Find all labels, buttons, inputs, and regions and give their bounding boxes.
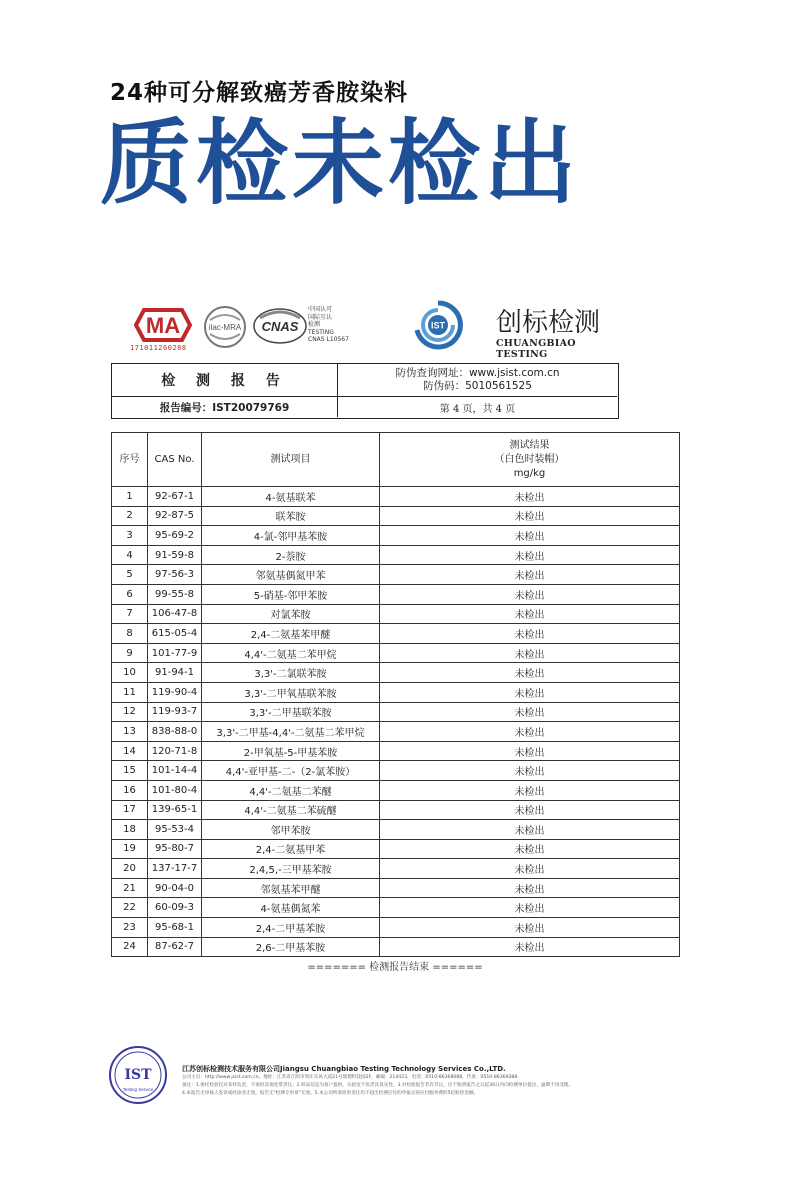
cell-cas: 92-87-5	[148, 506, 202, 526]
table-row	[112, 643, 680, 663]
cell-result: 未检出	[380, 937, 680, 957]
cell-cas: 615-05-4	[148, 624, 202, 644]
table-row	[112, 878, 680, 898]
cell-item: 2,4-二氨基苯甲醚	[202, 624, 380, 644]
footer-contact: 公司主页：http://www.jsist.com.cn。地址：江苏省江阴市周庄东风大道21号瑞德科技园2F，邮编：214423，电话：0510-86368088，传真：0510-86369388	[182, 1075, 518, 1080]
cell-cas: 60-09-3	[148, 898, 202, 918]
svg-text:Testing Service: Testing Service	[122, 1087, 154, 1092]
header-seq: 序号	[112, 433, 148, 487]
cell-item: 4-氨基联苯	[202, 487, 380, 507]
cell-item: 4,4'-二氨基二苯醚	[202, 780, 380, 800]
cell-result: 未检出	[380, 663, 680, 683]
cell-item: 4-氨基偶氮苯	[202, 898, 380, 918]
cell-result: 未检出	[380, 918, 680, 938]
cell-result: 未检出	[380, 820, 680, 840]
cell-item: 4-氯-邻甲基苯胺	[202, 526, 380, 546]
company-name-cn: 创标检测	[496, 308, 601, 338]
cell-item: 邻氨基偶氮甲苯	[202, 565, 380, 585]
cell-cas: 119-93-7	[148, 702, 202, 722]
cell-result: 未检出	[380, 859, 680, 879]
cell-cas: 101-80-4	[148, 780, 202, 800]
cell-item: 对氯苯胺	[202, 604, 380, 624]
footer-note-2: 4.本报告无审核人签章或经涂改无效，报告无"检测专用章"无效。5.本公司所承担的责任均不超出检测应付的申报定的应付服务费的5倍赔偿金额。	[182, 1091, 479, 1096]
cell-result: 未检出	[380, 761, 680, 781]
table-row	[112, 820, 680, 840]
cell-seq: 5	[112, 565, 148, 585]
certification-logos	[130, 300, 630, 360]
svg-text:MA: MA	[145, 313, 181, 338]
table-row	[112, 506, 680, 526]
cell-item: 邻甲苯胺	[202, 820, 380, 840]
table-row	[112, 839, 680, 859]
cell-item: 2,4,5,-三甲基苯胺	[202, 859, 380, 879]
cell-seq: 15	[112, 761, 148, 781]
table-row	[112, 526, 680, 546]
promo-headline: 质检未检出	[100, 110, 581, 217]
cell-item: 2-甲氧基-5-甲基苯胺	[202, 741, 380, 761]
query-site: 防伪查询网址：www.jsist.com.cn	[395, 367, 560, 379]
cell-cas: 95-69-2	[148, 526, 202, 546]
cell-result: 未检出	[380, 604, 680, 624]
cell-seq: 11	[112, 682, 148, 702]
svg-text:CNAS: CNAS	[261, 319, 299, 334]
svg-text:IST: IST	[430, 320, 446, 331]
report-end-marker: ======= 检测报告结束 ======	[307, 962, 483, 973]
cell-seq: 8	[112, 624, 148, 644]
table-header-row	[112, 433, 680, 487]
cell-cas: 91-59-8	[148, 545, 202, 565]
cnas-caption: 中国认可 国际互认 检测 TESTING CNAS L10567	[308, 306, 349, 343]
cell-cas: 838-88-0	[148, 722, 202, 742]
cell-item: 4,4'-二氨基二苯甲烷	[202, 643, 380, 663]
cell-seq: 1	[112, 487, 148, 507]
cell-result: 未检出	[380, 741, 680, 761]
table-row	[112, 604, 680, 624]
cell-cas: 101-77-9	[148, 643, 202, 663]
cell-item: 4,4'-亚甲基-二-（2-氯苯胺）	[202, 761, 380, 781]
table-row	[112, 937, 680, 957]
cell-cas: 99-55-8	[148, 584, 202, 604]
cell-cas: 95-53-4	[148, 820, 202, 840]
cell-cas: 101-14-4	[148, 761, 202, 781]
promo-subtitle: 24种可分解致癌芳香胺染料	[110, 80, 409, 106]
cell-item: 3,3'-二氯联苯胺	[202, 663, 380, 683]
report-header	[111, 363, 619, 419]
cell-cas: 87-62-7	[148, 937, 202, 957]
cell-cas: 95-80-7	[148, 839, 202, 859]
cell-seq: 24	[112, 937, 148, 957]
ist-logo-icon	[412, 300, 464, 350]
cell-result: 未检出	[380, 878, 680, 898]
cell-seq: 22	[112, 898, 148, 918]
table-row	[112, 663, 680, 683]
ilac-mra-logo-icon	[202, 304, 248, 350]
cell-item: 5-硝基-邻甲苯胺	[202, 584, 380, 604]
cell-seq: 23	[112, 918, 148, 938]
cell-result: 未检出	[380, 702, 680, 722]
header-result: 测试结果 （白色时装帽） mg/kg	[380, 433, 680, 487]
cell-result: 未检出	[380, 682, 680, 702]
cell-item: 3,3'-二甲基联苯胺	[202, 702, 380, 722]
table-row	[112, 741, 680, 761]
cell-seq: 21	[112, 878, 148, 898]
table-row	[112, 800, 680, 820]
cell-cas: 92-67-1	[148, 487, 202, 507]
cell-result: 未检出	[380, 526, 680, 546]
cell-result: 未检出	[380, 839, 680, 859]
cell-cas: 95-68-1	[148, 918, 202, 938]
cell-item: 2,4-二氨基甲苯	[202, 839, 380, 859]
cell-seq: 7	[112, 604, 148, 624]
cell-seq: 18	[112, 820, 148, 840]
cell-result: 未检出	[380, 643, 680, 663]
cell-seq: 16	[112, 780, 148, 800]
cell-item: 邻氨基苯甲醚	[202, 878, 380, 898]
cell-item: 3,3'-二甲基-4,4'-二氨基二苯甲烷	[202, 722, 380, 742]
page-info: 第 4 页，共 4 页	[439, 403, 516, 415]
table-row	[112, 565, 680, 585]
cell-result: 未检出	[380, 487, 680, 507]
table-row	[112, 918, 680, 938]
table-row	[112, 761, 680, 781]
cell-cas: 139-65-1	[148, 800, 202, 820]
cell-item: 2,4-二甲基苯胺	[202, 918, 380, 938]
footer-info	[182, 1064, 672, 1098]
report-title: 检 测 报 告	[112, 364, 338, 397]
anti-fake-code: 防伪码：5010561525	[423, 380, 532, 392]
footer-note-1: 备注：1.委托检验仅对来样负责，不承担其他连带责任。2.样品信息为客户提供，实验室不负责其真实性。3.对检验报告若有异议，应于收到报告之日起30日内向检测单位提出，逾期不再受理。	[182, 1083, 574, 1088]
header-cas: CAS No.	[148, 433, 202, 487]
cell-result: 未检出	[380, 800, 680, 820]
company-name-en: CHUANGBIAO TESTING	[496, 338, 576, 360]
cell-result: 未检出	[380, 565, 680, 585]
table-body	[112, 487, 680, 957]
cell-seq: 20	[112, 859, 148, 879]
table-row	[112, 545, 680, 565]
cell-seq: 13	[112, 722, 148, 742]
cell-cas: 119-90-4	[148, 682, 202, 702]
cell-result: 未检出	[380, 506, 680, 526]
svg-text:IST: IST	[124, 1067, 152, 1083]
cell-item: 2-萘胺	[202, 545, 380, 565]
table-row	[112, 487, 680, 507]
cell-result: 未检出	[380, 780, 680, 800]
cell-cas: 120-71-8	[148, 741, 202, 761]
cell-cas: 137-17-7	[148, 859, 202, 879]
cell-result: 未检出	[380, 545, 680, 565]
cell-result: 未检出	[380, 584, 680, 604]
table-row	[112, 682, 680, 702]
table-row	[112, 898, 680, 918]
footer-company: 江苏创标检测技术服务有限公司Jiangsu Chuangbiao Testing Technology Services Co.,LTD.	[182, 1065, 506, 1073]
cell-seq: 10	[112, 663, 148, 683]
table-row	[112, 584, 680, 604]
cma-logo-icon	[132, 306, 194, 344]
cell-seq: 19	[112, 839, 148, 859]
cell-seq: 12	[112, 702, 148, 722]
table-row	[112, 722, 680, 742]
cell-result: 未检出	[380, 898, 680, 918]
cell-cas: 106-47-8	[148, 604, 202, 624]
cell-item: 2,6-二甲基苯胺	[202, 937, 380, 957]
table-row	[112, 859, 680, 879]
cell-cas: 97-56-3	[148, 565, 202, 585]
table-row	[112, 702, 680, 722]
cma-number: 171011260288	[130, 344, 187, 352]
cell-seq: 3	[112, 526, 148, 546]
cell-cas: 90-04-0	[148, 878, 202, 898]
header-item: 测试项目	[202, 433, 380, 487]
table-row	[112, 780, 680, 800]
cell-seq: 9	[112, 643, 148, 663]
cell-result: 未检出	[380, 722, 680, 742]
cnas-logo-icon	[252, 306, 308, 346]
cell-seq: 14	[112, 741, 148, 761]
cell-item: 4,4'-二氨基二苯硫醚	[202, 800, 380, 820]
svg-text:ilac-MRA: ilac-MRA	[208, 323, 242, 332]
cell-item: 联苯胺	[202, 506, 380, 526]
anti-fake-info	[338, 364, 617, 397]
cell-seq: 17	[112, 800, 148, 820]
cell-result: 未检出	[380, 624, 680, 644]
cell-seq: 2	[112, 506, 148, 526]
ist-seal-icon	[108, 1045, 168, 1105]
cell-seq: 4	[112, 545, 148, 565]
cell-seq: 6	[112, 584, 148, 604]
report-number: 报告编号：IST20079769	[112, 397, 338, 417]
table-row	[112, 624, 680, 644]
results-table	[111, 432, 680, 957]
cell-cas: 91-94-1	[148, 663, 202, 683]
cell-item: 3,3'-二甲氧基联苯胺	[202, 682, 380, 702]
